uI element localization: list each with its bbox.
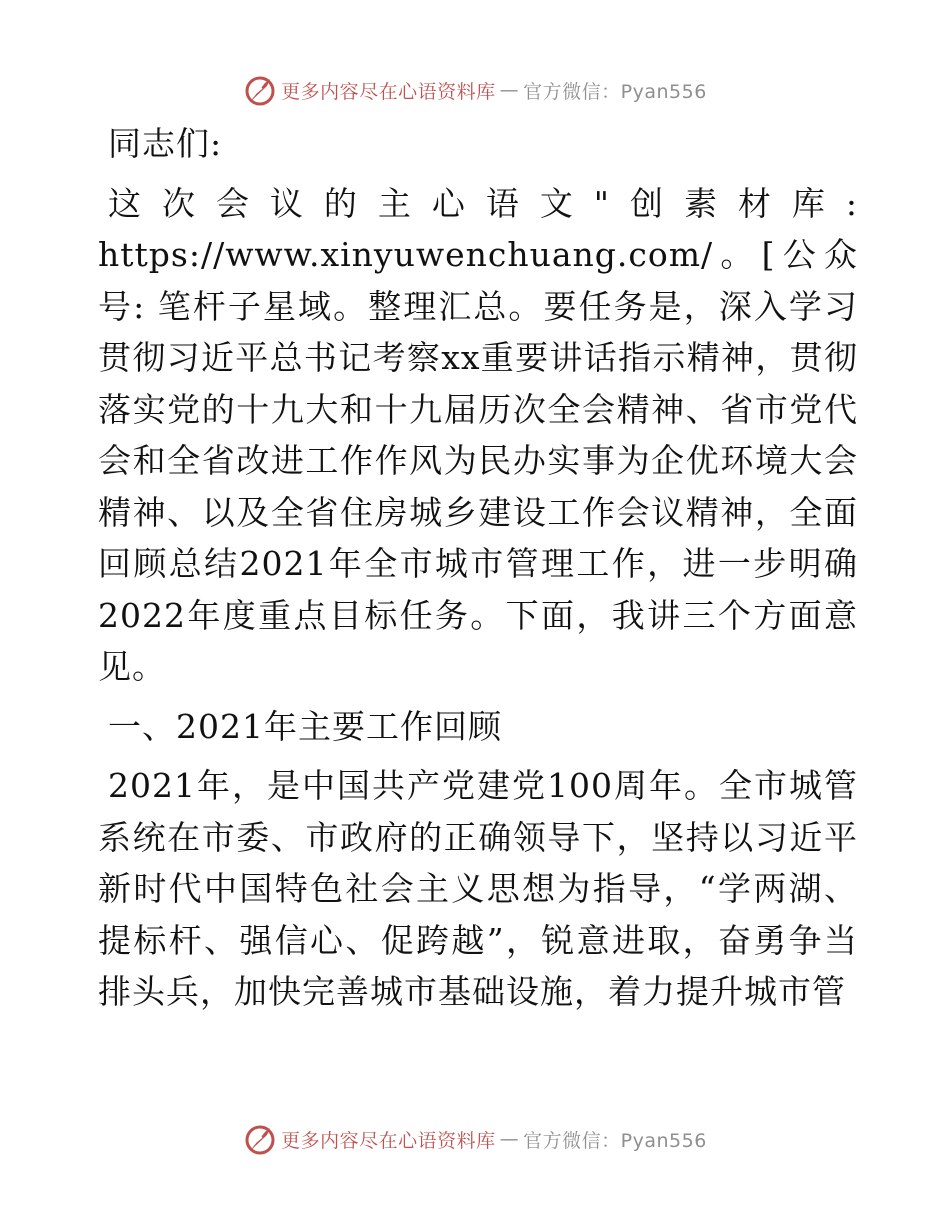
header-contact-text: 官方微信：Pyan556 [523,80,707,103]
document-body [98,118,858,1018]
footer-dash: — [499,1128,520,1150]
quill-pen-logo-icon [243,1122,277,1156]
header-brand-text: 更多内容尽在心语资料库 [281,80,496,103]
footer-banner [0,1119,950,1159]
header-banner [0,70,950,110]
section-heading: 一、2021年主要工作回顾 [108,706,502,746]
footer-contact-text: 官方微信：Pyan556 [523,1129,707,1152]
footer-brand-text: 更多内容尽在心语资料库 [281,1129,496,1152]
salutation: 同志们: [108,124,223,163]
paragraph-review: 2021年，是中国共产党建党100周年。全市城管系统在市委、市政府的正确领导下，坚持以习近平新时代中国特色社会主义思想为指导，“学两湖、提标杆、强信心、促跨越”，锐意进取，奋勇争当排头兵，加快完善城市基础设施，着力提升城市管 [98,766,858,1011]
quill-pen-logo-icon [243,73,277,107]
paragraph-intro: 这次会议的主心语文"创素材库: https://www.xinyuwenchuang.com/。[公众号: 笔杆子星域。整理汇总。要任务是，深入学习贯彻习近平总书记考察xx重要讲话指示精神，贯彻落实党的十九大和十九届历次全会精神、省市党代会和全省改进工作作风为民办实事为企优环境大会精神、以及全省住房城乡建设工作会议精神，全面回顾总结2021年全市城市管理工作，进一步明确2022年度重点目标任务。下面，我讲三个方面意见。 [98,183,858,686]
header-dash: — [499,79,520,101]
